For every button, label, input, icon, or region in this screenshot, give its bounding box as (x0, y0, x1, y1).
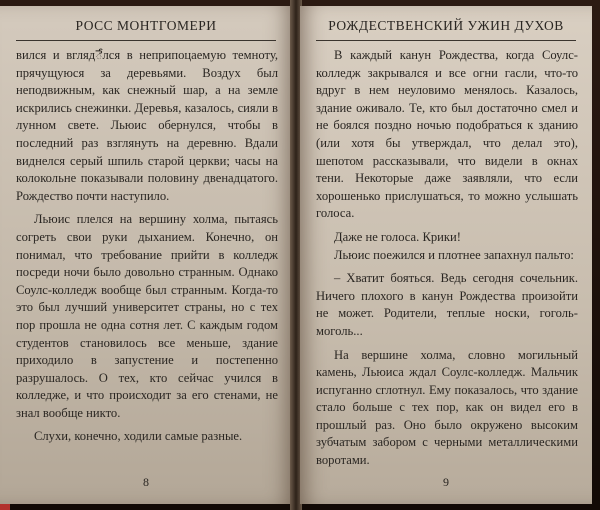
left-page-number: 8 (143, 475, 149, 489)
paragraph: В каждый канун Рождества, когда Соулс-колледж закрывался и все огни гасли, что-то вдруг в нем неуловимо менялось. Казалось, здание оживало. Те, кто был достаточно смел и не боялся поздно ночью подобраться к зданию (или хотя бы утверждал, что делал это), шепотом рассказывали, что видели в окнах тени. Некоторые даже заявляли, что если хорошенько прислушаться, то можно услышать голоса. (316, 48, 578, 221)
paragraph: На вершине холма, словно могильный камень, Льюиса ждал Соулс-колледж. Мальчик испуганно сглотнул. Ему показалось, что здание стало больше с тех пор, как он видел его в прошлый раз. Оно было окружено высоким зубчатым забором с черными металлическими воротами. (316, 347, 578, 468)
right-page-text (300, 41, 592, 470)
paragraph: Льюис поежился и плотнее запахнул пальто: (334, 247, 574, 262)
left-page (0, 6, 292, 504)
right-page-number: 9 (443, 475, 449, 489)
paragraph: Даже не голоса. Крики! (334, 229, 461, 244)
paragraph: Слухи, конечно, ходили самые разные. (34, 429, 243, 444)
paragraph: – Хватит бояться. Ведь сегодня сочельник. Ничего плохого в канун Рождества произойти не может. Родители, теплые носки, гоголь-моголь... (316, 271, 578, 338)
left-running-header: РОСС МОНТГОМЕРИ (75, 18, 217, 33)
paragraph: Льюис плелся на вершину холма, пытаясь согреть свои руки дыханием. Конечно, он понимал, что требование прийти в колледж посреди ночи было довольно странным. Однако Соулс-колледж вообще был странным. Когда-то это был лучший университет страны, но с тех пор прошла не одна сотня лет. С каждым годом студентов становилось все меньше, здание приходило в запустение и постепенно разрушалось. О тех, кто сейчас учился в колледже, и что происходит за его стенами, не знал вообще никто. (16, 212, 278, 420)
right-page (300, 6, 592, 504)
left-page-text (0, 41, 292, 446)
right-running-header: РОЖДЕСТВЕНСКИЙ УЖИН ДУХОВ (328, 18, 564, 33)
paragraph: вился и вглядేлся в неприпоцаемую темноту, прячущуюся за деревьями. Воздух был неподвижным, как снежный шар, а на земле искрились снежинки. Деревья, казалось, сияли в лунном свете. Льюис обернулся, чтобы в последний раз взглянуть на деревню. Вдали виднелся серый шпиль старой церкви; часы на колокольне показывали половину двенадцатого. Рождество почти наступило. (16, 48, 278, 203)
